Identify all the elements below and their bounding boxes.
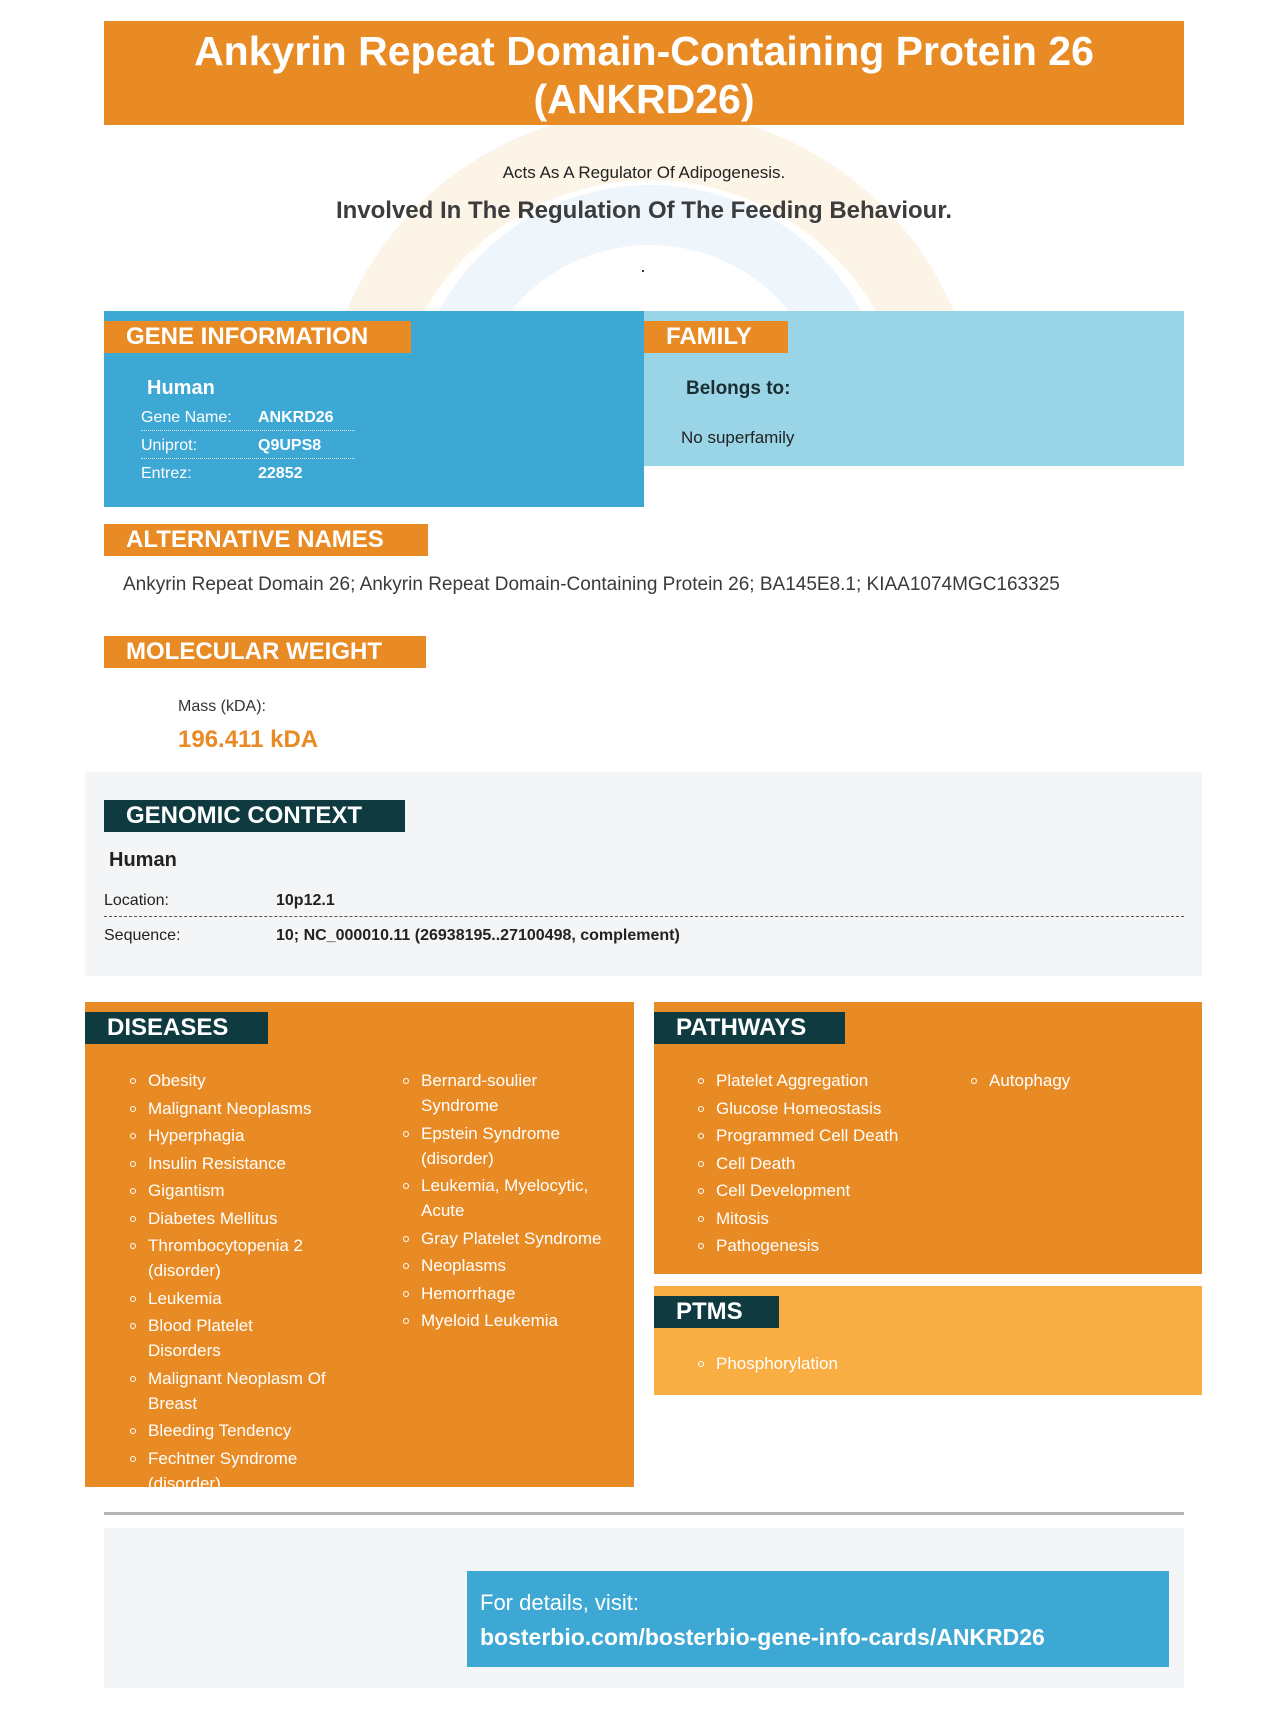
ptm-item: Phosphorylation	[698, 1351, 838, 1376]
entrez-label: Entrez:	[141, 465, 192, 482]
details-url-link[interactable]: bosterbio.com/bosterbio-gene-info-cards/ANKRD26	[480, 1624, 1045, 1650]
pathway-item: Autophagy	[971, 1068, 1070, 1093]
alternative-names-heading: ALTERNATIVE NAMES	[104, 524, 428, 556]
disease-item: Fechtner Syndrome (disorder)	[130, 1446, 330, 1496]
sequence-row	[104, 918, 1184, 952]
disease-item: Hemorrhage	[403, 1281, 603, 1306]
family-heading: FAMILY	[644, 321, 788, 353]
disease-item: Myeloid Leukemia	[403, 1308, 603, 1333]
footer-divider	[104, 1512, 1184, 1515]
disease-item: Hyperphagia	[130, 1123, 330, 1148]
family-value: No superfamily	[681, 428, 795, 447]
location-value: 10p12.1	[276, 892, 335, 909]
genomic-context-heading: GENOMIC CONTEXT	[104, 800, 405, 832]
pathways-list-col1	[698, 1068, 898, 1261]
pathway-item: Platelet Aggregation	[698, 1068, 898, 1093]
gene-species: Human	[147, 377, 215, 399]
molecular-weight-heading: MOLECULAR WEIGHT	[104, 636, 426, 668]
uniprot-label: Uniprot:	[141, 437, 198, 454]
disease-item: Leukemia, Myelocytic, Acute	[403, 1173, 603, 1223]
diseases-list-col2	[403, 1068, 603, 1336]
ptms-list	[698, 1351, 838, 1379]
location-label: Location:	[104, 892, 169, 909]
diseases-heading: DISEASES	[85, 1012, 268, 1044]
disease-item: Epstein Syndrome (disorder)	[403, 1121, 603, 1171]
function-line-1: Acts As A Regulator Of Adipogenesis.	[502, 163, 786, 182]
details-label: For details, visit:	[480, 1590, 639, 1615]
gene-name-row	[141, 404, 355, 431]
pathways-heading: PATHWAYS	[654, 1012, 845, 1044]
disease-item: Malignant Neoplasm Of Breast	[130, 1366, 330, 1416]
pathway-item: Mitosis	[698, 1206, 898, 1231]
entrez-value: 22852	[258, 465, 303, 482]
disease-item: Blood Platelet Disorders	[130, 1313, 330, 1363]
sequence-value: 10; NC_000010.11 (26938195..27100498, complement)	[276, 927, 680, 944]
mass-label: Mass (kDA):	[178, 698, 266, 715]
pathways-list-col2	[971, 1068, 1070, 1096]
gene-information-heading: GENE INFORMATION	[104, 321, 411, 353]
sequence-label: Sequence:	[104, 927, 181, 944]
details-link-box[interactable]	[467, 1571, 1169, 1667]
disease-item: Obesity	[130, 1068, 330, 1093]
pathway-item: Cell Development	[698, 1178, 898, 1203]
pathway-item: Pathogenesis	[698, 1233, 898, 1258]
disease-item: Insulin Resistance	[130, 1151, 330, 1176]
entrez-row	[141, 460, 355, 487]
disease-item: Thrombocytopenia 2 (disorder)	[130, 1233, 330, 1283]
pathway-item: Glucose Homeostasis	[698, 1096, 898, 1121]
diseases-list-col1	[130, 1068, 330, 1498]
ptms-heading: PTMS	[654, 1296, 779, 1328]
disease-item: Neoplasms	[403, 1253, 603, 1278]
function-line-2: Involved In The Regulation Of The Feeding Behaviour.	[335, 197, 953, 224]
disease-item: Leukemia	[130, 1286, 330, 1311]
disease-item: Bleeding Tendency	[130, 1418, 330, 1443]
gene-name-value: ANKRD26	[258, 409, 334, 426]
separator-dot	[642, 270, 644, 272]
uniprot-row	[141, 432, 355, 459]
genomic-species: Human	[109, 849, 177, 871]
page-title: Ankyrin Repeat Domain-Containing Protein 26 (ANKRD26)	[104, 21, 1184, 125]
family-belongs-label: Belongs to:	[686, 378, 791, 399]
alternative-names-text: Ankyrin Repeat Domain 26; Ankyrin Repeat Domain-Containing Protein 26; BA145E8.1; KIAA1074MGC163325	[123, 574, 1060, 595]
disease-item: Malignant Neoplasms	[130, 1096, 330, 1121]
pathway-item: Cell Death	[698, 1151, 898, 1176]
disease-item: Bernard-soulier Syndrome	[403, 1068, 603, 1118]
disease-item: Diabetes Mellitus	[130, 1206, 330, 1231]
mass-value: 196.411 kDA	[178, 726, 319, 753]
uniprot-value: Q9UPS8	[258, 437, 322, 454]
disease-item: Gigantism	[130, 1178, 330, 1203]
disease-item: Gray Platelet Syndrome	[403, 1226, 603, 1251]
gene-name-label: Gene Name:	[141, 409, 232, 426]
pathway-item: Programmed Cell Death	[698, 1123, 898, 1148]
location-row	[104, 883, 1184, 917]
